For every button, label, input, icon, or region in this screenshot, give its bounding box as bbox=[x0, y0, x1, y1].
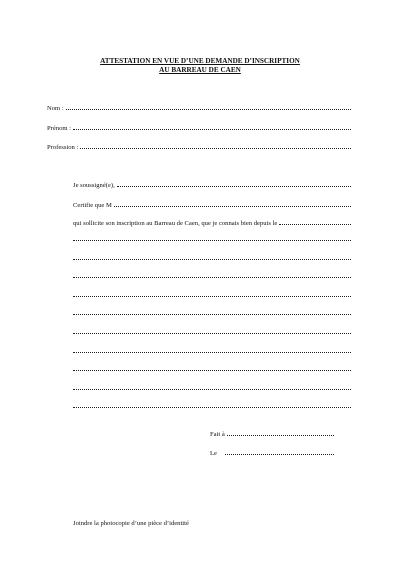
date-label: Le bbox=[210, 450, 217, 457]
document-title-line-1: ATTESTATION EN VUE D’UNE DEMANDE D’INSCRIPTION bbox=[100, 57, 300, 65]
blank-line bbox=[73, 333, 351, 334]
certifie-label: Certifie que M bbox=[73, 202, 112, 209]
blank-line bbox=[73, 389, 351, 390]
prenom-fill-line bbox=[73, 124, 351, 130]
prenom-field bbox=[47, 124, 351, 133]
blank-line bbox=[73, 314, 351, 315]
soussigne-fill-line bbox=[117, 181, 351, 187]
blank-line bbox=[73, 277, 351, 278]
soussigne-label: Je soussigné(e), bbox=[73, 182, 115, 189]
sollicite-text: qui sollicite son inscription au Barreau de Caen, que je connais bien depuis le bbox=[73, 220, 278, 227]
fait-a-fill-line bbox=[227, 430, 334, 436]
profession-field bbox=[47, 143, 351, 152]
prenom-label: Prénom : bbox=[47, 125, 71, 132]
fait-a-label: Fait à bbox=[210, 431, 225, 438]
blank-line bbox=[73, 352, 351, 353]
blank-line bbox=[73, 407, 351, 408]
sollicite-fill-line bbox=[279, 219, 351, 225]
footer-note: Joindre la photocopie d’une pièce d’identité bbox=[73, 520, 189, 527]
sollicite-field bbox=[73, 219, 351, 228]
fait-a-field bbox=[210, 430, 334, 439]
nom-fill-line bbox=[66, 104, 351, 110]
soussigne-field bbox=[73, 181, 351, 190]
blank-line bbox=[73, 296, 351, 297]
nom-label: Nom : bbox=[47, 105, 64, 112]
certifie-fill-line bbox=[114, 201, 351, 207]
document-title-line-2: AU BARREAU DE CAEN bbox=[159, 66, 241, 74]
nom-field bbox=[47, 104, 351, 113]
date-field bbox=[210, 449, 334, 458]
certifie-field bbox=[73, 201, 351, 210]
date-fill-line bbox=[225, 449, 334, 455]
blank-line bbox=[73, 259, 351, 260]
profession-label: Profession : bbox=[47, 144, 79, 151]
blank-line bbox=[73, 240, 351, 241]
blank-line bbox=[73, 370, 351, 371]
profession-fill-line bbox=[80, 143, 351, 149]
